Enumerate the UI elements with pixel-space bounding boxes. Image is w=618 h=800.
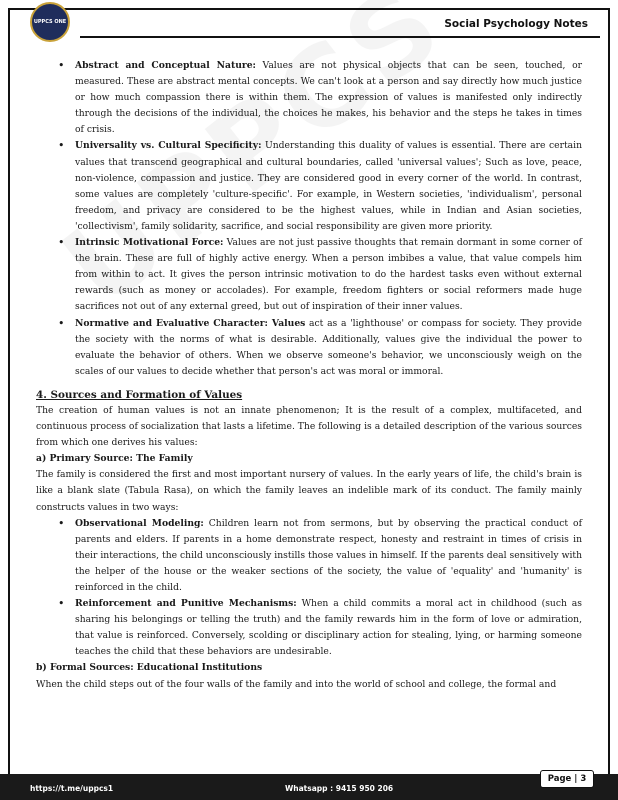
list-item — [36, 316, 582, 380]
bullet-text: When a child commits a moral act in childhood (such as sharing his belongings or telling the truth) and the family rewards him in the form of love or admiration, that value is reinforced. Conversely, scolding or disciplinary action for stealing, lying, or harming someone teaches the child that these behaviors are undesirable. — [75, 598, 582, 658]
subsection-text-formal: When the child steps out of the four walls of the family and into the world of school and college, the formal and — [36, 678, 557, 690]
telegram-link[interactable]: https://t.me/uppcs1 — [30, 784, 114, 793]
list-item — [36, 58, 582, 138]
section-heading: 4. Sources and Formation of Values — [36, 388, 243, 401]
bullet-term: Intrinsic Motivational Force: — [75, 237, 224, 249]
family-methods-list — [36, 516, 582, 661]
uppcs-logo-icon — [30, 2, 70, 42]
subsection-heading-formal: b) Formal Sources: Educational Institutions — [36, 662, 263, 674]
list-item — [36, 596, 582, 660]
subsection-text-family: The family is considered the first and most important nursery of values. In the early years of life, the child's brain is like a blank slate (Tabula Rasa), on which the family leaves an indelible mark of its conduct. The family mainly constructs values in two ways: — [36, 469, 582, 513]
page-header — [0, 0, 618, 46]
characteristics-list — [36, 58, 582, 380]
header-title: Social Psychology Notes — [444, 18, 588, 30]
section-intro: The creation of human values is not an innate phenomenon; It is the result of a complex, multifaceted, and continuous process of socialization that lasts a lifetime. The following is a detailed description of the various sources from which one derives his values: — [36, 404, 582, 449]
bullet-term: Reinforcement and Punitive Mechanisms: — [75, 598, 297, 610]
logo-text: UPPCS ONE — [33, 19, 67, 25]
bullet-text: act as a 'lighthouse' or compass for society. They provide the society with the norms of what is desirable. Additionally, values give the individual the power to evaluate the behavior of others. When we observe someone's behavior, we unconsciously weigh on the scales of our values to decide whether that person's act was moral or immoral. — [75, 317, 582, 377]
header-divider — [80, 36, 600, 38]
whatsapp-contact: Whatsapp : 9415 950 206 — [285, 784, 394, 793]
bullet-text: Understanding this duality of values is essential. There are certain values that transcend geographical and cultural boundaries, called 'universal values'; Such as love, peace, non-violence, compassion and justice. They are considered good in every corner of the world. In contrast, some values are completely 'culture-specific'. For example, in Western societies, 'individualism', personal freedom, and privacy are considered to be the highest values, while in Indian and Asian societies, 'collectivism', family solidarity, sacrifice, and social responsibility are given more priority. — [75, 140, 582, 232]
page-number: Page | 3 — [540, 770, 594, 788]
bullet-term: Universality vs. Cultural Specificity: — [75, 140, 262, 152]
bullet-text: Values are not physical objects that can be seen, touched, or measured. These are abstract mental concepts. We can't look at a person and say directly how much justice or how much compassion there is within them. The expression of values is manifested only indirectly through the decisions of the individual, the choices he makes, his behavior and the steps he takes in times of crisis. — [75, 60, 582, 136]
bullet-term: Observational Modeling: — [75, 517, 204, 529]
bullet-text: Values are not just passive thoughts that remain dormant in some corner of the brain. These are full of highly active energy. When a person imbibes a value, that value compels him from within to act. It gives the person intrinsic motivation to do the hardest tasks even without external rewards (such as money or accolades). For example, freedom fighters or social reformers made huge sacrifices not out of any external greed, but out of inspiration of their inner values. — [75, 237, 583, 313]
bullet-term: Abstract and Conceptual Nature: — [75, 60, 256, 71]
list-item — [36, 138, 582, 235]
page-content — [36, 58, 582, 693]
page-border-left — [8, 8, 10, 780]
subsection-heading-family: a) Primary Source: The Family — [36, 453, 193, 465]
list-item — [36, 516, 582, 596]
page-footer — [0, 774, 618, 800]
page-border-right — [608, 8, 610, 780]
bullet-term: Normative and Evaluative Character: Values — [75, 317, 306, 329]
list-item — [36, 235, 582, 315]
bullet-text: Children learn not from sermons, but by observing the practical conduct of parents and elders. If parents in a home demonstrate respect, honesty and restraint in times of crisis in their interactions, the child unconsciously instills those values in himself. If the parents deal sensitively with the helper of the house or the weaker sections of the society, the value of 'equality' and 'humanity' is reinforced in the child. — [75, 517, 582, 593]
